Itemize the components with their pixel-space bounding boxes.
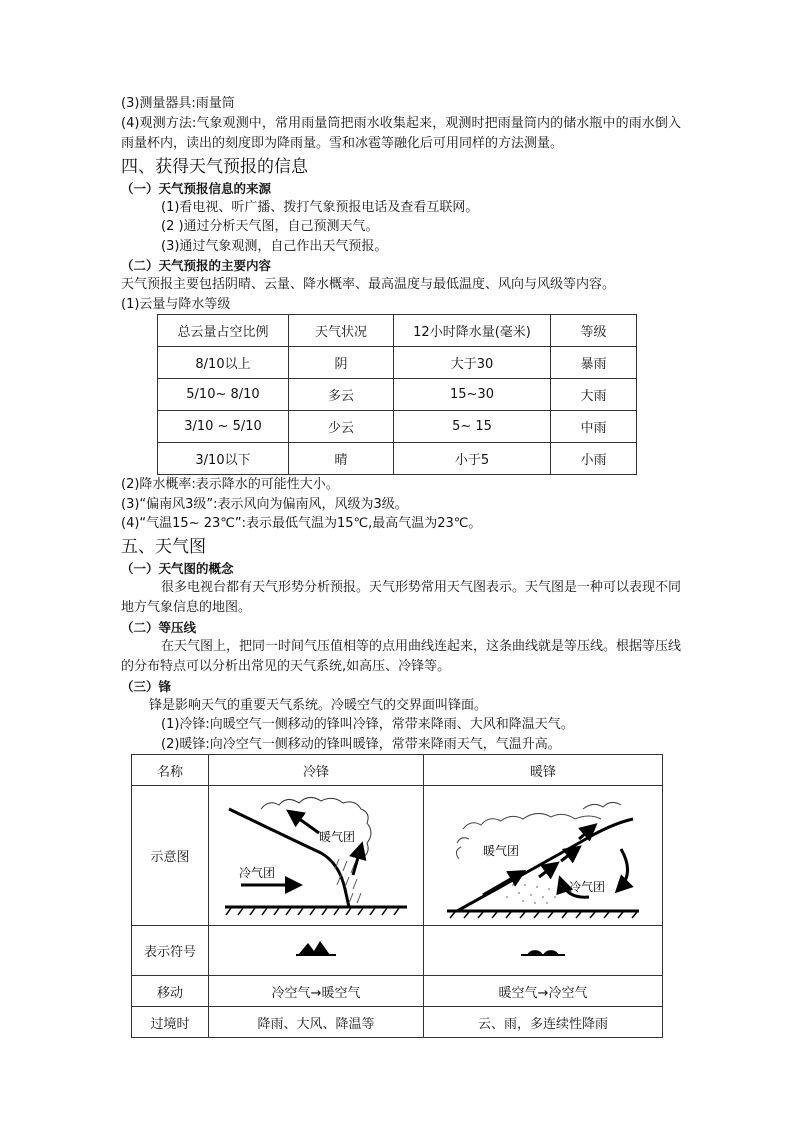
table-header-cell: 暖锋 (424, 755, 663, 786)
list-item: (3)通过气象观测，自己作出天气预报。 (161, 238, 388, 254)
list-item: (2 )通过分析天气图，自己预测天气。 (161, 219, 379, 234)
table-row (132, 1007, 663, 1038)
table-caption: (1)云量与降水等级 (121, 296, 231, 312)
text-line: (2)降水概率:表示降水的可能性大小。 (121, 477, 339, 492)
text-paragraph: 很多电视台都有天气形势分析预报。天气形势常用天气图表示。天气图是一种可以表现不同地方气象信息的地图。 (121, 579, 682, 615)
text-line: (3)“偏南风3级”:表示风向为偏南风，风级为3级。 (121, 496, 408, 512)
section-title: 四、获得天气预报的信息 (121, 156, 308, 177)
document-page (121, 94, 681, 1038)
table-row (132, 976, 663, 1007)
cold-air-mass-label: 冷气团 (239, 865, 276, 880)
table-cell: 大雨 (551, 379, 637, 411)
front-comparison-table (131, 754, 663, 1038)
table-header-cell: 天气状况 (289, 315, 394, 347)
cold-air-mass-label: 冷气团 (569, 879, 606, 894)
cold-front-diagram-cell (209, 786, 424, 926)
table-row (158, 411, 637, 443)
text-paragraph: 在天气图上，把同一时间气压值相等的点用曲线连起来，这条曲线就是等压线。根据等压线的分布特点可以分析出常见的天气系统,如高压、冷锋等。 (121, 638, 682, 674)
warm-air-mass-label: 暖气团 (319, 829, 356, 844)
table-row (158, 379, 637, 411)
table-cell: 冷空气→暖空气 (209, 976, 424, 1007)
section-title: 五、天气图 (121, 536, 206, 557)
cloud-precipitation-table (157, 314, 637, 475)
cold-front-symbol-cell (209, 926, 424, 976)
cold-front-diagram (221, 789, 411, 919)
table-cell: 云、雨，多连续性降雨 (424, 1007, 663, 1038)
table-header-cell: 名称 (132, 755, 209, 786)
table-cell: 多云 (289, 379, 394, 411)
table-row (132, 786, 663, 926)
table-cell: 移动 (132, 976, 209, 1007)
warm-front-diagram-cell (424, 786, 663, 926)
table-cell: 小于5 (394, 443, 551, 475)
table-cell: 表示符号 (132, 926, 209, 976)
table-cell: 暖空气→冷空气 (424, 976, 663, 1007)
table-cell: 5~ 15 (394, 411, 551, 443)
subsection-title: （一）天气预报信息的来源 (121, 180, 272, 196)
table-cell: 降雨、大风、降温等 (209, 1007, 424, 1038)
table-cell: 小雨 (551, 443, 637, 475)
table-header-row (158, 315, 637, 347)
table-row (132, 926, 663, 976)
table-cell: 过境时 (132, 1007, 209, 1038)
table-header-cell: 冷锋 (209, 755, 424, 786)
warm-air-mass-label: 暖气团 (483, 843, 520, 858)
warm-front-symbol-cell (424, 926, 663, 976)
warm-front-diagram (443, 789, 643, 919)
table-cell: 3/10 ~ 5/10 (158, 411, 289, 443)
table-header-row (132, 755, 663, 786)
warm-front-symbol-icon (521, 939, 565, 959)
table-header-cell: 12小时降水量(毫米) (394, 315, 551, 347)
table-cell: 晴 (289, 443, 394, 475)
text-paragraph: (4)观测方法:气象观测中，常用雨量筒把雨水收集起来，观测时把雨量筒内的储水瓶中的雨水倒入雨量杯内，读出的刻度即为降雨量。雪和冰雹等融化后可用同样的方法测量。 (121, 115, 681, 151)
table-header-cell: 等级 (551, 315, 637, 347)
list-item: (2)暖锋:向冷空气一侧移动的锋叫暖锋，常带来降雨天气，气温升高。 (161, 736, 561, 752)
subsection-title: （三）锋 (121, 678, 172, 694)
text-line: (3)测量器具:雨量筒 (121, 96, 235, 111)
table-cell: 少云 (289, 411, 394, 443)
table-cell: 15~30 (394, 379, 551, 411)
table-cell: 5/10~ 8/10 (158, 379, 289, 411)
table-cell: 大于30 (394, 347, 551, 379)
list-item: (1)冷锋:向暖空气一侧移动的锋叫冷锋，常带来降雨、大风和降温天气。 (161, 717, 574, 732)
table-row (158, 347, 637, 379)
text-line: (4)“气温15~ 23℃”:表示最低气温为15℃,最高气温为23℃。 (121, 516, 482, 531)
table-cell: 8/10以上 (158, 347, 289, 379)
table-header-cell: 总云量占空比例 (158, 315, 289, 347)
text-line: 天气预报主要包括阴晴、云量、降水概率、最高温度与最低温度、风向与风级等内容。 (121, 277, 616, 292)
list-item: (1)看电视、听广播、拨打气象预报电话及查看互联网。 (161, 199, 479, 215)
table-cell: 中雨 (551, 411, 637, 443)
subsection-title: （一）天气图的概念 (121, 560, 234, 576)
table-cell: 示意图 (132, 786, 209, 926)
subsection-title: （二）天气预报的主要内容 (121, 258, 272, 273)
subsection-title: （二）等压线 (121, 619, 197, 635)
table-cell: 3/10以下 (158, 443, 289, 475)
table-cell: 阴 (289, 347, 394, 379)
table-cell: 暴雨 (551, 347, 637, 379)
cold-front-symbol-icon (296, 939, 336, 959)
table-row (158, 443, 637, 475)
text-line: 锋是影响天气的重要天气系统。冷暖空气的交界面叫锋面。 (149, 697, 488, 713)
